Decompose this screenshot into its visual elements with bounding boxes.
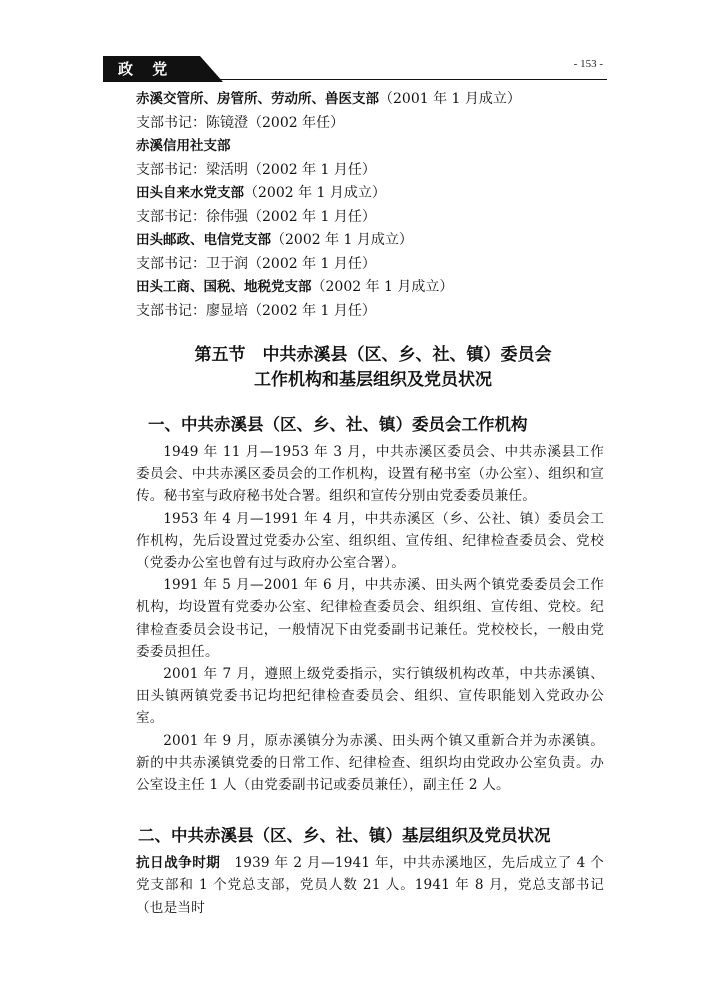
part1-heading: 一、中共赤溪县（区、乡、社、镇）委员会工作机构	[148, 415, 528, 434]
section-title	[136, 343, 604, 393]
part2-text: 1939 年 2 月—1941 年，中共赤溪地区，先后成立了 4 个党支部和 1 个党总支部，党员人数 21 人。1941 年 8 月，党总支部书记（也是当时	[136, 855, 604, 916]
branch-entry	[136, 229, 604, 253]
branch-note: （2001 年 1 月成立）	[379, 91, 521, 107]
branch-secretary: 支部书记：徐伟强（2002 年 1 月任）	[136, 208, 376, 225]
branch-entry	[136, 135, 604, 159]
branch-note: （2002 年 1 月成立）	[311, 279, 454, 295]
branch-list	[136, 88, 604, 323]
period-label: 抗日战争时期	[136, 855, 221, 872]
section-title-line2: 工作机构和基层组织及党员状况	[254, 370, 492, 390]
branch-name: 田头邮政、电信党支部	[136, 232, 271, 248]
branch-note: （2002 年 1 月成立）	[271, 232, 413, 248]
branch-name: 田头自来水党支部	[136, 185, 244, 201]
page-body	[136, 88, 604, 919]
branch-entry	[136, 276, 604, 300]
branch-entry	[136, 88, 604, 112]
part1-paragraph: 2001 年 9 月，原赤溪镇分为赤溪、田头两个镇又重新合并为赤溪镇。新的中共赤溪镇党委的日常工作、纪律检查、组织均由党政办公室负责。办公室设主任 1 人（由党委副书记或委员兼任），副主任 2 人。	[136, 732, 604, 794]
part1-paragraph: 1991 年 5 月—2001 年 6 月，中共赤溪、田头两个镇党委委员会工作机构，均设置有党委办公室、纪律检查委员会、组织组、宣传组、党校。纪律检查委员会设书记，一般情况下由党委副书记兼任。党校校长，一般由党委委员担任。	[136, 577, 604, 660]
section-label: 政 党	[118, 60, 175, 78]
branch-secretary: 支部书记：卫于润（2002 年 1 月任）	[136, 255, 376, 272]
part1-paragraph: 1949 年 11 月—1953 年 3 月，中共赤溪区委员会、中共赤溪县工作委员会、中共赤溪区委员会的工作机构，设置有秘书室（办公室）、组织和宣传。秘书室与政府秘书处合署。组织和宣传分别由党委委员兼任。	[136, 444, 604, 505]
part1-paragraph: 1953 年 4 月—1991 年 4 月，中共赤溪区（乡、公社、镇）委员会工作机构，先后设置过党委办公室、组织组、宣传组、纪律检查委员会、党校（党委办公室也曾有过与政府办公室合署）。	[136, 510, 604, 572]
part1-paragraph: 2001 年 7 月，遵照上级党委指示，实行镇级机构改革，中共赤溪镇、田头镇两镇党委书记均把纪律检查委员会、组织、宣传职能划入党政办公室。	[136, 666, 604, 727]
branch-entry	[136, 182, 604, 206]
page-number: - 153 -	[573, 58, 603, 70]
branch-name: 赤溪信用社支部	[136, 138, 231, 154]
branch-secretary: 支部书记：梁活明（2002 年 1 月任）	[136, 161, 376, 178]
branch-name: 田头工商、国税、地税党支部	[136, 279, 312, 295]
branch-name: 赤溪交管所、房管所、劳动所、兽医支部	[136, 91, 379, 107]
section-title-line1: 第五节 中共赤溪县（区、乡、社、镇）委员会	[194, 345, 552, 365]
part2-paragraph	[136, 852, 604, 919]
branch-secretary: 支部书记：陈镜澄（2002 年任）	[136, 114, 345, 131]
branch-secretary: 支部书记：廖显培（2002 年 1 月任）	[136, 302, 376, 319]
part2-heading: 二、中共赤溪县（区、乡、社、镇）基层组织及党员状况	[138, 826, 551, 846]
header-rule	[210, 79, 607, 80]
branch-note: （2002 年 1 月成立）	[244, 185, 386, 201]
